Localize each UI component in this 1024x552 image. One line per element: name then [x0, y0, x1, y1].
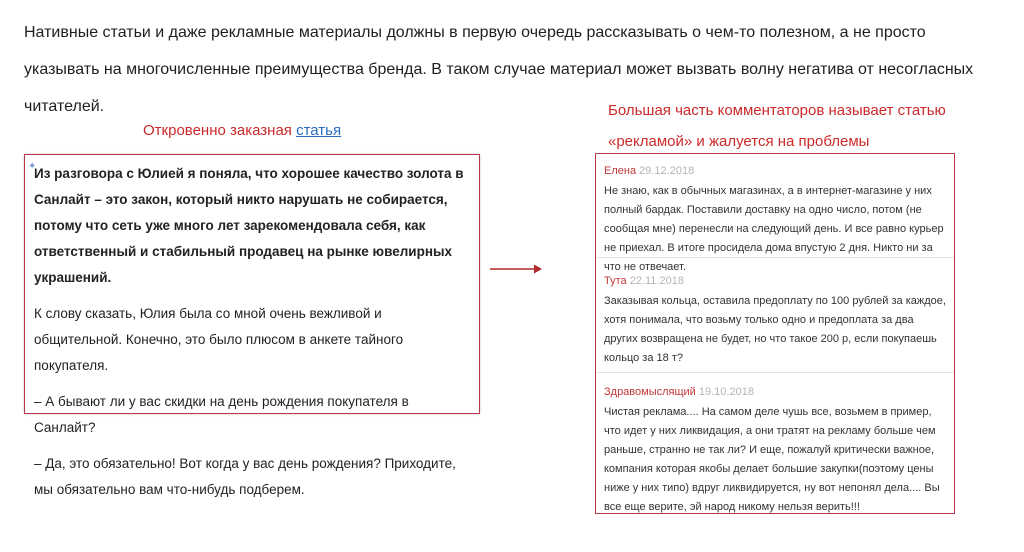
comment-author: Тута [604, 275, 627, 287]
comment-item [596, 258, 954, 373]
comment-author: Здравомыслящий [604, 386, 696, 398]
article-paragraph-bold: Из разговора с Юлией я поняла, что хорошее качество золота в Санлайт – это закон, который никто нарушать не собирается, потому что сеть уже много лет зарекомендовала себя, как ответственный и стабильный продавец на рынке ювелирных украшений. [34, 166, 464, 285]
intro-paragraph: Нативные статьи и даже рекламные материалы должны в первую очередь рассказывать о чем-то полезном, а не просто указывать на многочисленные преимущества бренда. В таком случае материал может вызвать волну негатива от несогласных читателей. [24, 24, 974, 115]
comment-date: 22.11.2018 [629, 275, 684, 287]
left-caption-text: Откровенно заказная [143, 122, 297, 139]
comment-item [596, 154, 954, 273]
comment-text: Не знаю, как в обычных магазинах, а в интернет-магазине у них полный бардак. Поставили доставку на одно число, потом (не сообщая мне) перенесли на следующий день. И все равно курьер не приехал. В итоге просидела дома впустую 2 дня. Никто ни за что не отвечает. [604, 185, 944, 273]
comment-date: 19.10.2018 [698, 386, 754, 398]
arrow-right-icon [490, 262, 542, 276]
sparkle-icon: ✦ [28, 161, 37, 172]
article-paragraph: – А бывают ли у вас скидки на день рождения покупателя в Санлайт? [34, 394, 409, 435]
comment-date: 29.12.2018 [639, 165, 695, 177]
right-caption: Большая часть комментаторов называет статью «рекламой» и жалуется на проблемы [608, 102, 946, 150]
comment-item [596, 373, 954, 517]
comment-text: Заказывая кольца, оставила предоплату по 100 рублей за каждое, хотя понимала, что возьму только одно и предоплата за два других возвращена не будет, но что такое 200 р, если покупаешь кольцо за 18 т? [604, 295, 946, 364]
comment-text: Чистая реклама.... На самом деле чушь все, возьмем в пример, что идет у них ликвидация, а они тратят на рекламу больше чем раньше, странно не так ли? И еще, пожалуй критически важное, компания которая якобы делает большие закупки(поэтому цены ниже у них типо) вдруг ликвидируется, ну вот непонял дела.... Вы все еще верите, эй народ никому нельзя верить!!! [604, 406, 940, 513]
article-paragraph: – Да, это обязательно! Вот когда у вас день рождения? Приходите, мы обязательно вам что-нибудь подберем. [34, 456, 456, 497]
article-excerpt-box [24, 154, 480, 497]
article-paragraph: К слову сказать, Юлия была со мной очень вежливой и общительной. Конечно, это было плюсом в анкете тайного покупателя. [34, 306, 404, 373]
comment-author: Елена [604, 165, 637, 177]
left-caption [143, 122, 341, 139]
comments-box [595, 153, 955, 514]
article-link[interactable]: статья [296, 122, 342, 139]
